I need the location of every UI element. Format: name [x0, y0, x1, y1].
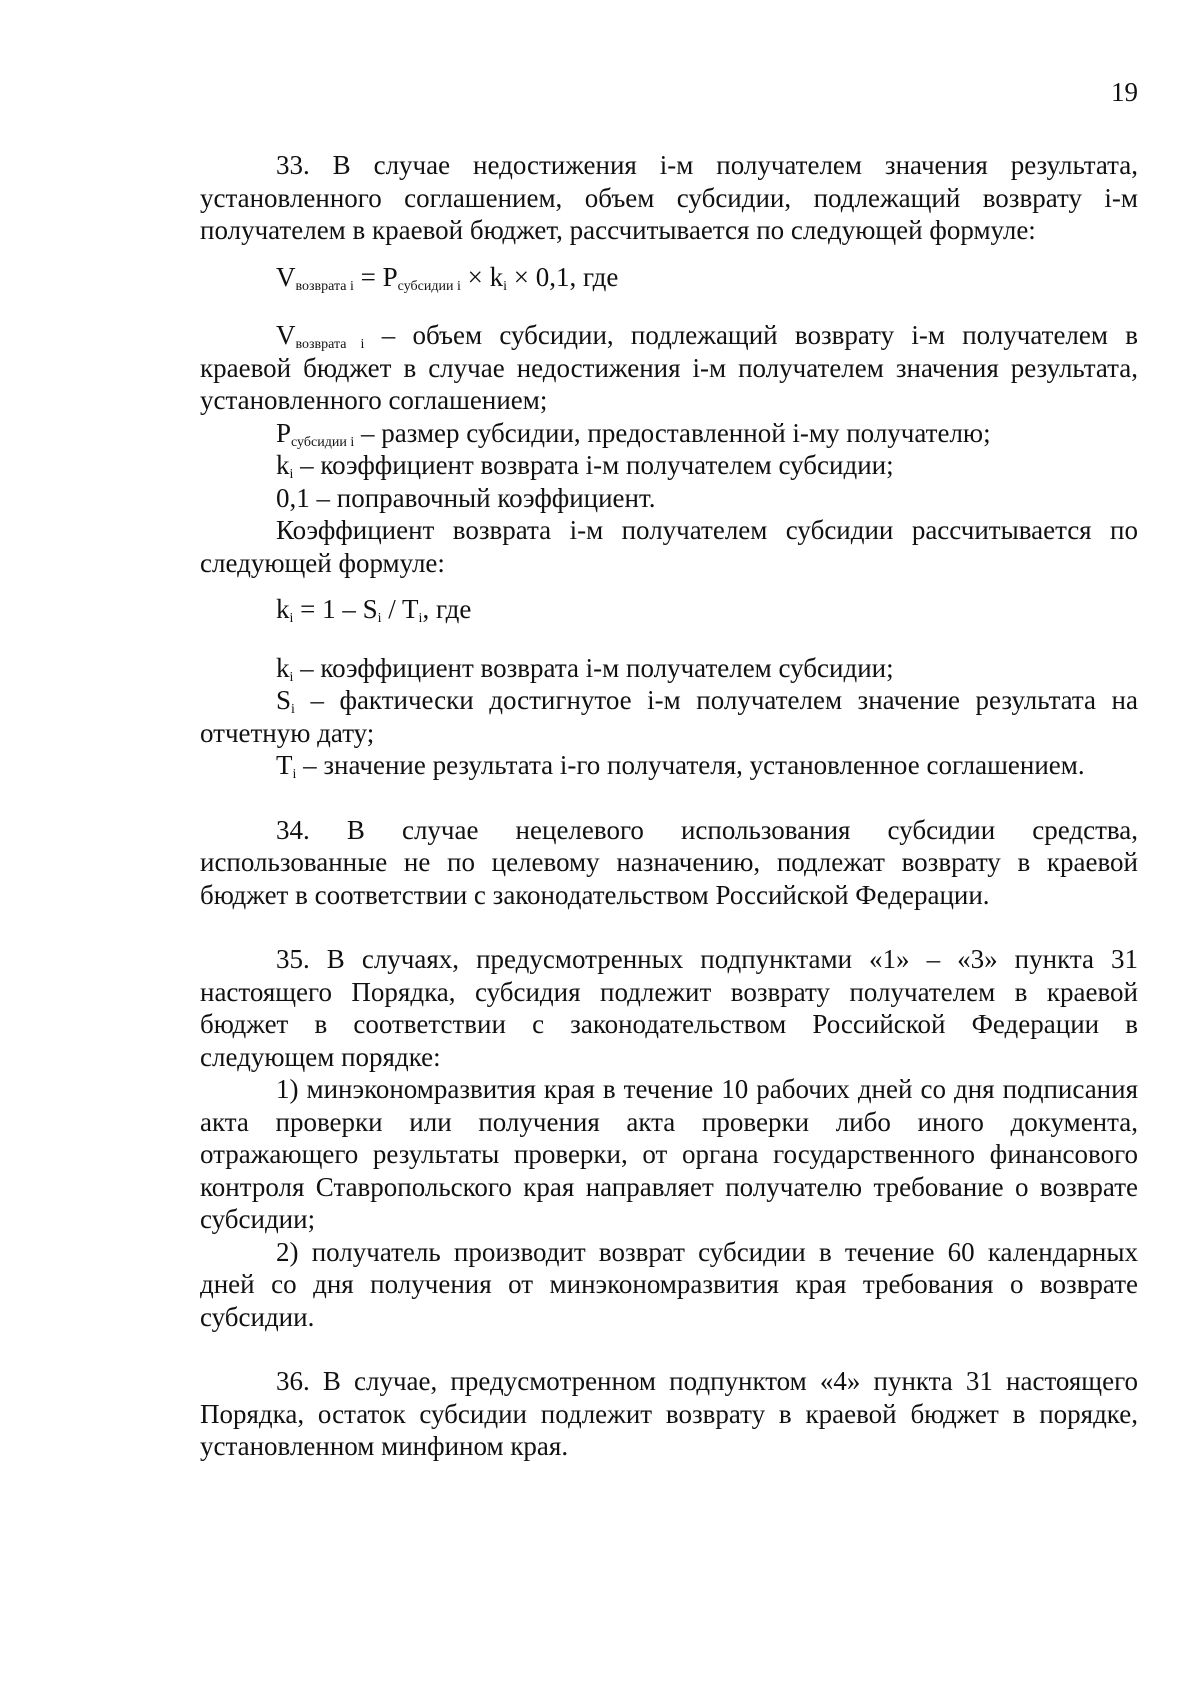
definition-coefficient-0-1: 0,1 – поправочный коэффициент. — [276, 482, 656, 513]
definition-k: $k_i$ – коэффициент возврата i-м получателем субсидии; — [276, 450, 894, 482]
paragraph-36: 36. В случае, предусмотренном подпунктом «4» пункта 31 настоящего Порядка, остаток субсидии подлежит возврату в краевой бюджет в порядке, установленном минфином края. — [200, 1366, 1138, 1461]
page-number: 19 — [1111, 77, 1138, 107]
paragraph-34: 34. В случае нецелевого использования субсидии средства, использованные не по целевому назначению, подлежат возврату в краевой бюджет в соответствии с законодательством Российской Федерации. — [200, 814, 1138, 910]
formula-times-k: × k — [460, 261, 504, 292]
formula-return-volume — [200, 261, 1138, 294]
definition2-k: $k_i$ – коэффициент возврата i-м получателем субсидии; — [276, 652, 894, 685]
definition2-s: $S_i$ – фактически достигнутое i-м получателем значение результата на отчетную дату; — [200, 685, 1138, 748]
definition-v: $V_{возврата i}$ – объем субсидии, подлежащий возврату i-м получателем в краевой бюджет в случае недостижения i-м получателем значения результата, установленного соглашением; — [200, 320, 1138, 415]
paragraph-35-item-2: 2) получатель производит возврат субсидии в течение 60 календарных дней со дня получения от минэкономразвития края требования о возврате субсидии. — [200, 1236, 1138, 1332]
formula-return-coefficient: $k_i = 1 - S_i / T_i$, где — [276, 594, 472, 626]
coefficient-intro: Коэффициент возврата i-м получателем субсидии рассчитывается по следующей формуле: — [200, 515, 1138, 578]
definition2-t: $T_i$ – значение результата i-го получателя, установленное соглашением. — [276, 750, 1085, 782]
formula-subscript-k: i — [503, 278, 507, 294]
paragraph-35-item-1: 1) минэкономразвития края в течение 10 рабочих дней со дня подписания акта проверки или получения акта проверки либо иного документа, отражающего результаты проверки, от органа государственного финансового контроля Ставропольского края направляет получателю требование о возврате субсидии; — [200, 1074, 1138, 1234]
formula-subscript-v: возврата i — [295, 278, 354, 294]
document-body — [200, 149, 1138, 1463]
paragraph-33: 33. В случае недостижения i-м получателем значения результата, установленного соглашением, объем субсидии, подлежащий возврату i-м получателем в краевой бюджет, рассчитывается по следующей формуле: — [200, 150, 1138, 245]
paragraph-35: 35. В случаях, предусмотренных подпунктами «1» – «3» пункта 31 настоящего Порядка, субсидия подлежит возврату получателем в краевой бюджет в соответствии с законодательством Российской Федерации в следующем порядке: — [200, 944, 1138, 1072]
formula-subscript-p: субсидии i — [397, 278, 461, 294]
formula-tail: × 0,1, где — [506, 261, 619, 292]
formula-symbol-p: P — [382, 261, 398, 292]
definition-p: $P_{субсидии i}$ – размер субсидии, предоставленной i-му получателю; — [276, 417, 991, 450]
formula-symbol-v: V — [276, 261, 296, 292]
formula-equals: = — [353, 261, 383, 292]
